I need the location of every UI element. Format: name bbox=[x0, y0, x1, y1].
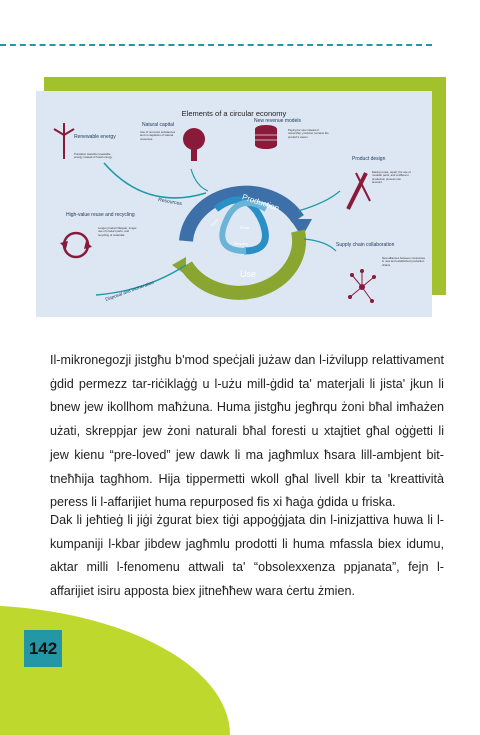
renewable-energy-desc: Transition towards renewable energy instead of fossil energy. bbox=[74, 152, 113, 160]
natural-capital-desc: Use of non-toxic substances and no depletion of natural resources. bbox=[140, 130, 176, 141]
network-icon bbox=[348, 269, 376, 303]
natural-capital-label: Natural capital bbox=[142, 122, 174, 128]
supply-chain-desc: New alliances between companies in new and established production chains. bbox=[382, 256, 425, 267]
resources-label: Resources bbox=[157, 197, 183, 208]
recycle-icon bbox=[60, 233, 92, 257]
natural-capital-flow-arrow bbox=[191, 169, 208, 191]
resources-flow-arrow bbox=[104, 163, 206, 198]
coin-stack-icon bbox=[255, 125, 277, 149]
production-label: Production bbox=[241, 192, 281, 213]
disposal-arrow bbox=[96, 265, 186, 295]
renewable-energy-label: Renewable energy bbox=[74, 134, 116, 140]
product-design-label: Product design bbox=[352, 156, 386, 162]
page-number: 142 bbox=[24, 630, 62, 667]
figure-panel bbox=[36, 91, 432, 317]
high-value-reuse-label: High-value reuse and recycling bbox=[66, 212, 135, 218]
product-design-desc: Easing reuse, repair, the use of modular parts, and a different production process into account. bbox=[372, 170, 411, 185]
figure-title: Elements of a circular economy bbox=[181, 109, 287, 118]
high-value-reuse-desc: Longer product lifespan, longer use of product parts, and recycling of materials. bbox=[98, 226, 137, 237]
circular-economy-figure bbox=[36, 77, 446, 317]
inner-bottom-label: Recycling bbox=[234, 242, 248, 246]
body-paragraph-1: Il-mikronegozji jistgħu b'mod speċjali jużaw dan l-iżvilupp relattivament ġdid permezz tar-riċiklaġġ u l-użu mill-ġdid ta' materjali li jista' jkun li bnew jew ikollhom maħżuna. Huma jistgħu jegħrqu żoni bħal imħażen użati, skreppjar jew żoni naturali bħal foresti u xtajtiet għal oġġetti li jew kienu “pre-loved” jew dawk li ma jagħmlux ħsara lill-ambjent bit-tneħħija tagħhom. Hija tippermetti wkoll għal livell kbir ta 'kreattività peress li l-affarijiet huma repurposed fis xi ħaġa ġdida u friska. bbox=[50, 353, 444, 510]
disposal-label: Disposal and incineration bbox=[104, 279, 155, 302]
tree-icon bbox=[183, 128, 205, 161]
use-arc bbox=[186, 231, 299, 293]
new-revenue-models-label: New revenue models bbox=[254, 118, 301, 124]
supply-chain-label: Supply chain collaboration bbox=[336, 242, 395, 248]
footer-lime-shape bbox=[0, 605, 230, 735]
new-revenue-models-desc: Paying for use instead of ownership, producer remains the product's owner. bbox=[288, 128, 329, 139]
supply-chain-link bbox=[304, 239, 336, 251]
inner-top-label: Repair bbox=[209, 217, 219, 228]
wind-turbine-icon bbox=[54, 123, 74, 159]
use-label: Use bbox=[240, 269, 257, 279]
body-paragraph-2: Dak li jeħtieġ li jiġi żgurat biex tiġi appoġġjata din l-inizjattiva huwa li l-kumpaniji l-kbar jibdew jagħmlu prodotti li huma mfassla biex idumu, aktar milli l-fenomenu attwali ta' “obsolexxenza ppjanata”, fejn l-affarijiet isiru apposta biex jitneħħew wara ċertu żmien. bbox=[50, 513, 444, 599]
pencil-ruler-icon bbox=[348, 173, 370, 209]
circular-economy-diagram bbox=[36, 91, 432, 317]
header-dashed-rule bbox=[0, 44, 432, 46]
inner-mid-label: Reuse bbox=[240, 226, 250, 230]
product-design-link bbox=[298, 191, 340, 211]
